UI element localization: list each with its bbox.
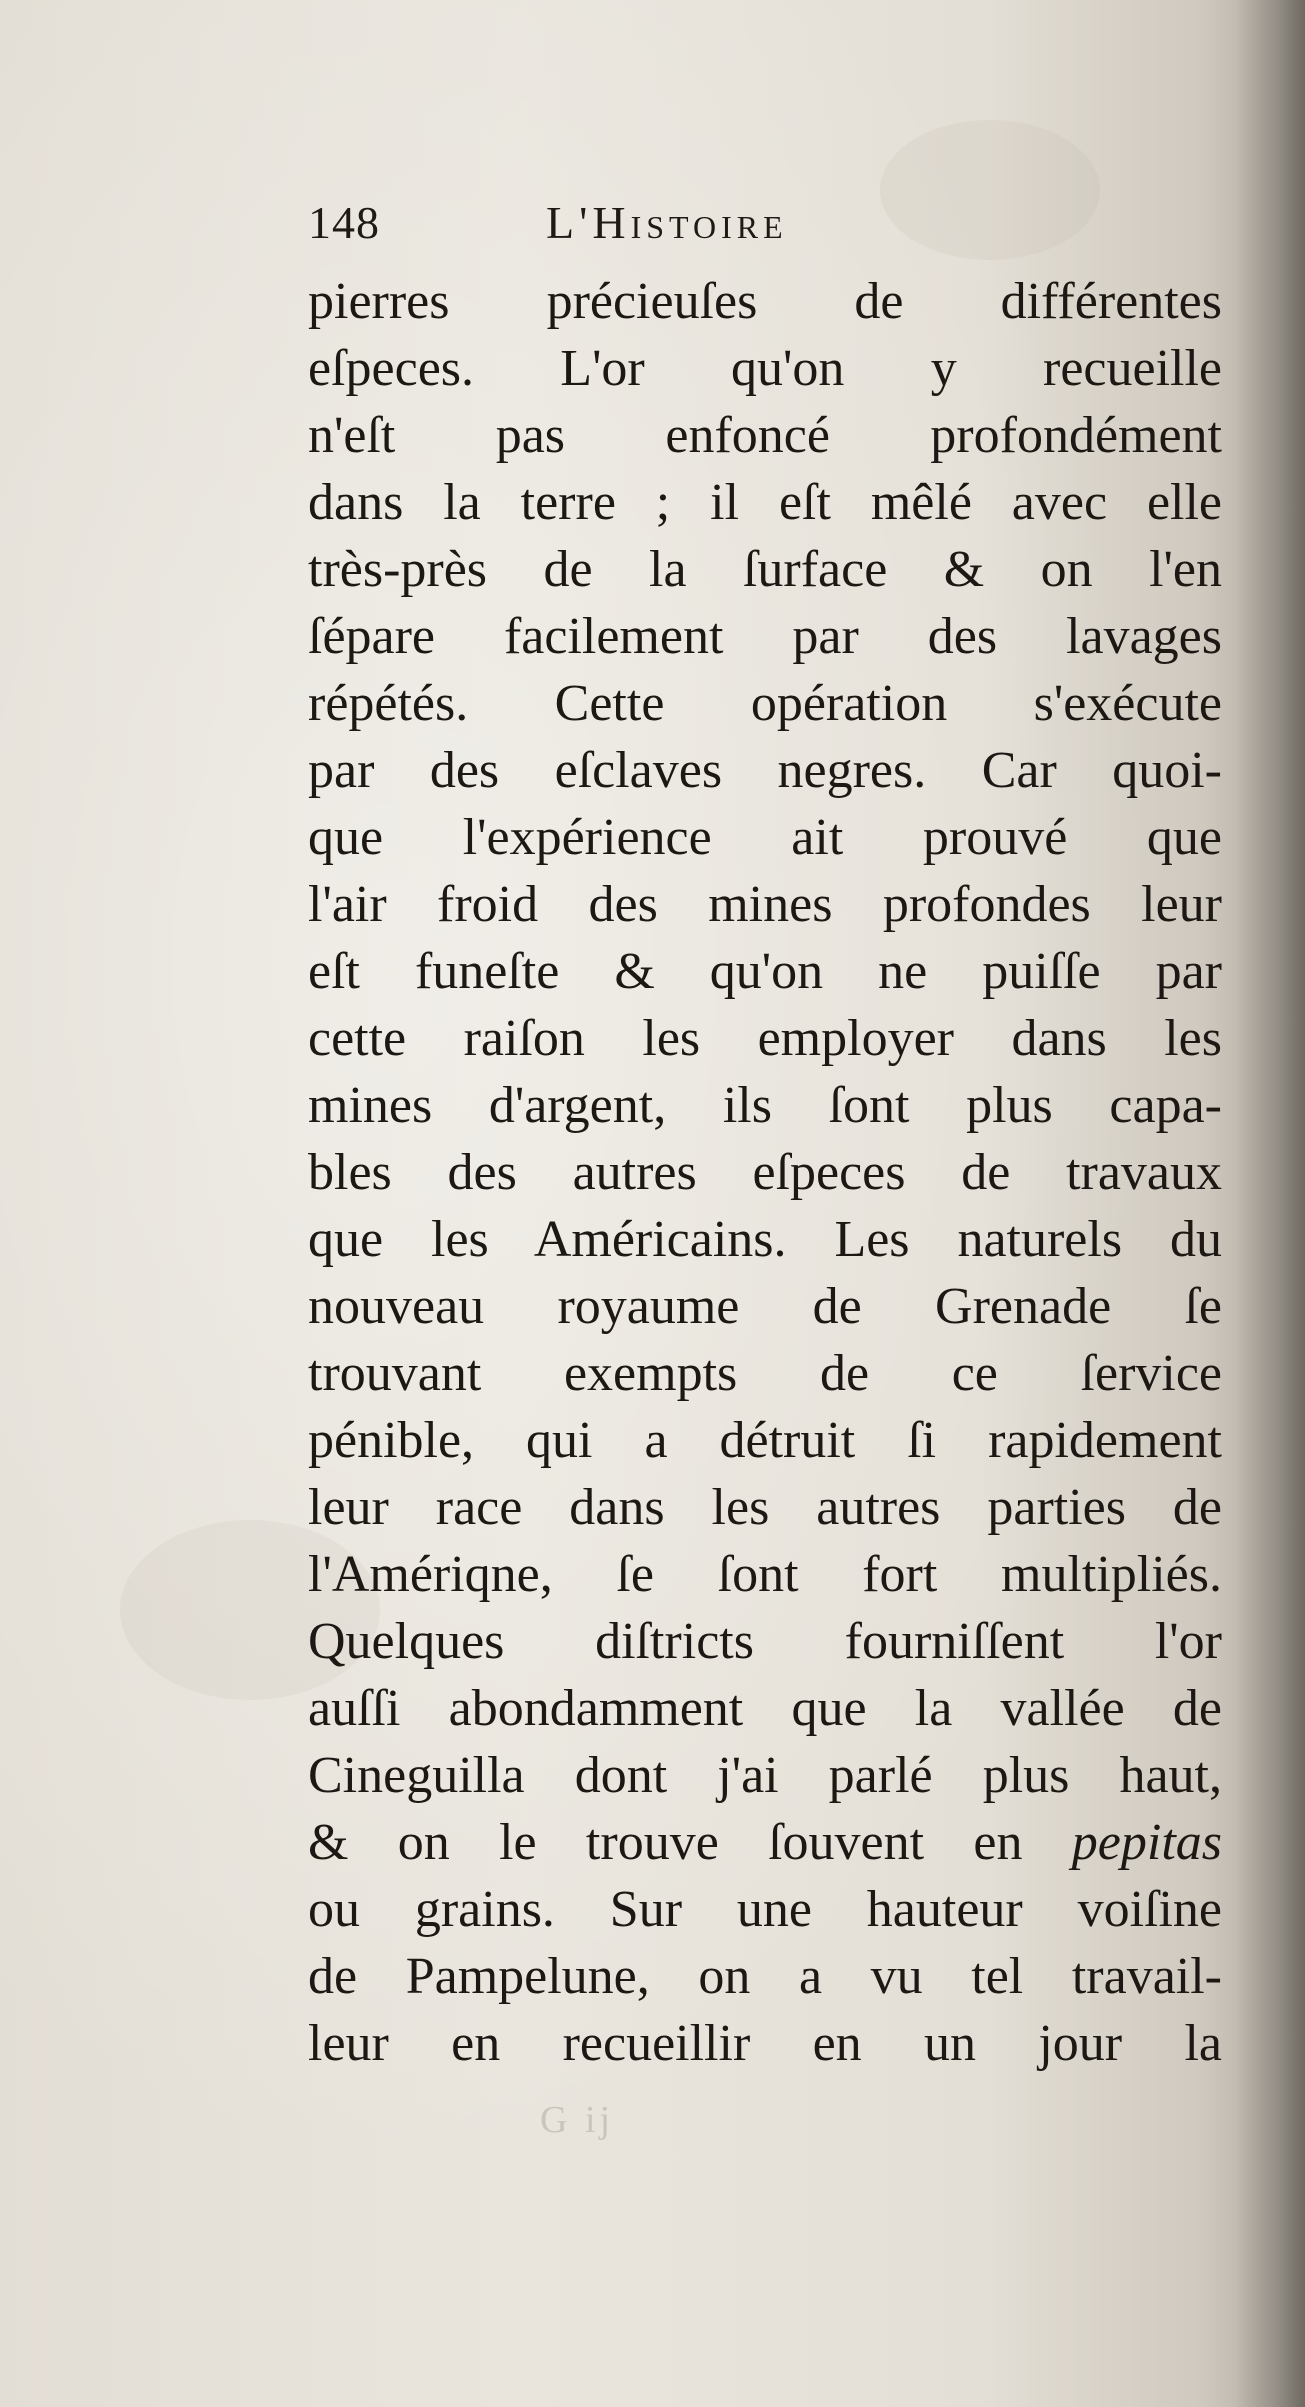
text-line: que les Américains. Les naturels du <box>308 1211 1222 1268</box>
text-line: que l'expérience ait prouvé que <box>308 809 1222 866</box>
text-line: de Pampelune, on a vu tel travail- <box>308 1948 1222 2005</box>
page-number: 148 <box>308 197 380 248</box>
body-text <box>308 268 1222 2077</box>
text-line: ſépare facilement par des lavages <box>308 608 1222 665</box>
text-line: mines d'argent, ils ſont plus capa- <box>308 1077 1222 1134</box>
text-line: eſt funeſte & qu'on ne puiſſe par <box>308 943 1222 1000</box>
text-line: par des eſclaves negres. Car quoi- <box>308 742 1222 799</box>
text-line: auſſi abondamment que la vallée de <box>308 1680 1222 1737</box>
text-line-with-italic <box>308 1809 1222 1876</box>
text-line: pénible, qui a détruit ſi rapidement <box>308 1412 1222 1469</box>
text-line: pierres précieuſes de différentes <box>308 273 1222 330</box>
page-header <box>308 196 968 256</box>
text-line: eſpeces. L'or qu'on y recueille <box>308 340 1222 397</box>
text-line: ou grains. Sur une hauteur voiſine <box>308 1881 1222 1938</box>
text-line: leur en recueillir en un jour la <box>308 2015 1222 2072</box>
text-line: bles des autres eſpeces de travaux <box>308 1144 1222 1201</box>
text-line: dans la terre ; il eſt mêlé avec elle <box>308 474 1222 531</box>
text-line: nouveau royaume de Grenade ſe <box>308 1278 1222 1335</box>
text-line: n'eſt pas enfoncé profondément <box>308 407 1222 464</box>
text-line: leur race dans les autres parties de <box>308 1479 1222 1536</box>
text-line: cette raiſon les employer dans les <box>308 1010 1222 1067</box>
text-line: très-près de la ſurface & on l'en <box>308 541 1222 598</box>
running-head: L'Histoire <box>546 197 788 248</box>
italic-term: pepitas <box>1071 1814 1223 1871</box>
text-line: l'air froid des mines profondes leur <box>308 876 1222 933</box>
text-line: trouvant exempts de ce ſervice <box>308 1345 1222 1402</box>
text-line: répétés. Cette opération s'exécute <box>308 675 1222 732</box>
text-line: l'Amériqne, ſe ſont fort multipliés. <box>308 1546 1222 1603</box>
binding-shadow <box>1235 0 1305 2407</box>
text-segment: & on le trouve ſouvent en <box>308 1814 1023 1871</box>
signature-mark: G ij <box>540 2099 615 2141</box>
text-line: Quelques diſtricts fourniſſent l'or <box>308 1613 1222 1670</box>
text-line: Cineguilla dont j'ai parlé plus haut, <box>308 1747 1222 1804</box>
